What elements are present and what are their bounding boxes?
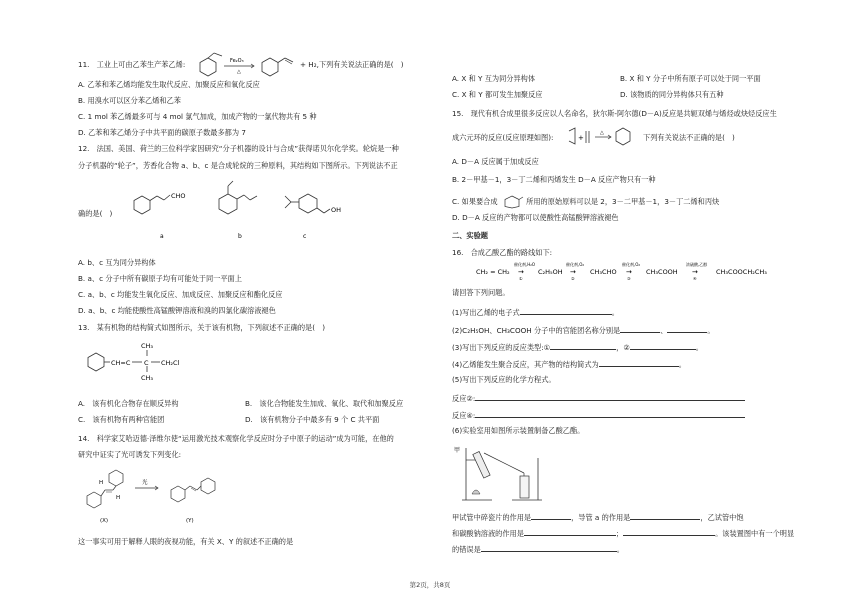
q12-option-c: C. a、b、c 均能发生氧化反应、加成反应、加聚反应和酯化反应: [78, 290, 283, 299]
q16-sub2-text: (2)C₂H₅OH、CH₃COOH 分子中的官能团名称分别是: [452, 326, 621, 335]
route-c4: 浓硫酸,乙醇: [686, 262, 708, 267]
q16-sub3: [452, 341, 703, 353]
answer-blank-4[interactable]: [599, 358, 679, 367]
route-n4: ④: [693, 276, 697, 281]
label-y: (Y): [186, 518, 194, 524]
q15-option-a: A. D－A 反应属于加成反应: [452, 157, 539, 166]
page-footer: 第2页，共8页: [409, 581, 451, 589]
answer-blank-6a[interactable]: [531, 511, 571, 520]
label-b: b: [238, 233, 242, 240]
q14-option-c: C. X 和 Y 都可发生加聚反应: [452, 90, 543, 99]
answer-blank-1[interactable]: [520, 306, 612, 315]
styrene-structure: [262, 58, 293, 76]
ch3-bottom: CH₃: [141, 374, 154, 382]
q6-line1-a: 甲试管中碎瓷片的作用是: [452, 513, 532, 522]
q11-option-d: D. 乙苯和苯乙烯分子中共平面的碳原子数最多都为 7: [78, 128, 246, 137]
isomer-y-structure: [171, 478, 215, 524]
q11-option-a: A. 乙苯和苯乙烯均能发生取代反应、加聚反应和氧化反应: [78, 80, 260, 89]
q15-option-c-b: 所用的原始原料可以是 2，3－二甲基－1，3－丁二烯和丙炔: [526, 197, 720, 206]
q16-sub2: [452, 324, 715, 336]
q15-heat: △: [600, 130, 604, 136]
q6-line2-c: 。该装置图中有一个明显: [715, 529, 795, 538]
q16-prompt: 请回答下列问题。: [452, 288, 510, 297]
q15-line2b: 下列有关说法不正确的是( ): [643, 133, 735, 142]
route-s5: CH₃COOCH₂CH₃: [716, 268, 767, 276]
q16-sub1-text: (1)写出乙烯的电子式: [452, 308, 520, 317]
test-tube-jia: [473, 452, 490, 479]
answer-blank-3b[interactable]: [630, 341, 696, 350]
burner-flame: [472, 490, 480, 494]
label-c: c: [303, 233, 307, 240]
q15-target-structure: [500, 195, 524, 209]
label-a: a: [160, 233, 164, 240]
ch-eq-c-group: CH=C: [111, 359, 131, 367]
q13-option-a: A. 该有机化合物存在顺反异构: [78, 399, 179, 408]
q14-option-b: B. X 和 Y 分子中所有原子可以处于同一平面: [620, 74, 761, 83]
route-s2: C₂H₅OH: [538, 268, 563, 276]
q12-structures: [120, 176, 380, 246]
route-n2: ②: [571, 276, 575, 281]
q12-option-b: B. a、c 分子中所有碳原子均有可能处于同一平面上: [78, 274, 242, 283]
q12-line3: 确的是( ): [78, 209, 113, 218]
q13-option-d: D. 该有机物分子中最多有 9 个 C 共平面: [245, 415, 380, 424]
route-arrow4: →: [692, 268, 698, 276]
quaternary-c: C: [144, 359, 149, 367]
answer-blank-6d[interactable]: [623, 527, 715, 536]
q16-stem: 16. 合成乙酸乙酯的路线如下:: [452, 248, 553, 257]
route-c1: 催化剂,H₂O: [514, 262, 536, 267]
q15-option-b: B. 2－甲基－1，3－丁二烯和丙烯发生 D－A 反应产物只有一种: [452, 175, 656, 184]
route-n3: ③: [627, 276, 631, 281]
answer-blank-3a[interactable]: [550, 341, 616, 350]
q16-sub4-text: (4)乙烯能发生聚合反应，其产物的结构简式为: [452, 360, 599, 369]
q14-line3: 这一事实可用于解释人眼的夜视功能，有关 X、Y 的叙述不正确的是: [78, 537, 294, 546]
q16-sub2-end: 。: [707, 326, 715, 335]
q16-sub1: [452, 306, 619, 318]
q15-option-c-a: C. 如果要合成: [452, 197, 498, 206]
compound-b-structure: [219, 181, 257, 240]
ch3-top: CH₃: [141, 342, 154, 350]
q15-line2a: 成六元环的反应(反应原理如图):: [452, 133, 554, 142]
q11-option-b: B. 用溴水可以区分苯乙烯和乙苯: [78, 96, 181, 105]
q11-stem-a: 11. 工业上可由乙苯生产苯乙烯:: [78, 60, 186, 69]
q6-line1-b: ，导管 a 的作用是: [571, 513, 631, 522]
q16-reaction2: [452, 392, 745, 404]
ethylbenzene-structure: [200, 53, 222, 76]
q6-line3-end: 。: [616, 545, 624, 554]
answer-blank-6b[interactable]: [630, 511, 700, 520]
q12-line2: 分子机器的“轮子”，芳香化合物 a、b、c 是合成轮烷的三种原料，其结构如下图所示。下列说法不正: [78, 161, 398, 170]
q12-option-d: D. a、b、c 均能使酸性高锰酸钾溶液和溴的四氯化碳溶液褪色: [78, 306, 276, 315]
q16-sub4: [452, 358, 686, 370]
q11-stem: [78, 60, 185, 70]
answer-blank-2b[interactable]: [667, 324, 707, 333]
q15-line1: 15. 现代有机合成里很多反应以人名命名，狄尔斯-阿尔德(D－A)反应是共轭双烯与烯烃或炔烃反应生: [452, 109, 777, 118]
q14-line1: 14. 科学家艾哈迈德·泽维尔使“运用激光技术观察化学反应时分子中原子的运动”成为可能，在他的: [78, 434, 394, 443]
label-x: (X): [100, 518, 109, 524]
q15-da-reaction: [565, 125, 635, 149]
plus-sign: +: [578, 134, 584, 142]
q16-q6-line2: [452, 527, 794, 539]
q11-catalyst: Fe₂O₃: [230, 58, 244, 64]
route-n1: ①: [519, 276, 523, 281]
route-arrow2: →: [570, 268, 576, 276]
answer-blank-r4[interactable]: [475, 409, 745, 418]
atom-h-x: H: [99, 480, 104, 486]
compound-a-structure: [134, 192, 186, 240]
light-label: 光: [142, 480, 148, 486]
q16-q6-line3: [452, 543, 624, 555]
answer-blank-r2[interactable]: [475, 392, 745, 401]
cho-group: CHO: [171, 192, 186, 200]
q16-reaction2-label: 反应②:: [452, 394, 476, 403]
q13-structure: [80, 338, 280, 386]
q13-option-c: C. 该有机物有两种官能团: [78, 415, 165, 424]
q16-sub3-text: (3)写出下列反应的反应类型:①: [452, 343, 551, 352]
answer-blank-6e[interactable]: [481, 543, 617, 552]
route-s4: CH₃COOH: [646, 268, 678, 276]
section-heading: 二、实验题: [452, 231, 488, 240]
q11-heat: △: [237, 69, 241, 75]
q14-line2: 研究中证实了光可诱发下列变化:: [78, 450, 182, 459]
q14-option-a: A. X 和 Y 互为同分异构体: [452, 74, 536, 83]
isomer-x-structure: [87, 470, 123, 524]
q16-sub3-mid: ，②: [616, 343, 630, 352]
q12-line1: 12. 法国、美国、荷兰的三位科学家因研究“分子机器的设计与合成”获得诺贝尔化学奖。轮烷是一种: [78, 144, 399, 153]
q11-option-c: C. 1 mol 苯乙烯最多可与 4 mol 氯气加成，加成产物的一氯代物共有 5 种: [78, 112, 317, 121]
q15-option-c: [452, 195, 719, 209]
q16-sub3-end: 。: [695, 343, 703, 352]
ch2cl-group: CH₂Cl: [161, 359, 180, 367]
atom-h-x2: H: [116, 495, 121, 501]
q14-option-d: D. 该物质的同分异构体只有五种: [620, 90, 724, 99]
q12-option-a: A. b、c 互为同分异构体: [78, 258, 156, 267]
q16-sub4-end: 。: [678, 360, 686, 369]
compound-c-structure: [285, 194, 341, 240]
q16-q6-line1: [452, 511, 744, 523]
q15-option-d: D. D－A 反应的产物都可以使酸性高锰酸钾溶液褪色: [452, 213, 619, 222]
apparatus-label-jia: 甲: [454, 447, 461, 454]
test-tube-yi: [520, 476, 529, 498]
q14-isomerization-scheme: [80, 462, 230, 528]
route-s3: CH₃CHO: [590, 268, 617, 276]
q6-line2-b: ；: [615, 529, 624, 538]
conduit-a: [484, 453, 524, 473]
answer-blank-2a[interactable]: [620, 324, 660, 333]
q13-stem: 13. 某有机物的结构简式如图所示，关于该有机物，下列叙述不正确的是( ): [78, 323, 326, 332]
route-arrow1: →: [518, 268, 524, 276]
q16-sub5: (5)写出下列反应的化学方程式。: [452, 375, 556, 384]
q11-stem-b: + H₂,下列有关说法正确的是( ): [300, 60, 404, 69]
q6-line2-a: 和碳酸钠溶液的作用是: [452, 529, 524, 538]
q16-sub6: (6)实验室用如图所示装置制备乙酸乙酯。: [452, 426, 585, 435]
answer-blank-6c[interactable]: [524, 527, 616, 536]
q6-line1-c: ，乙试管中饱: [700, 513, 744, 522]
q16-reaction4-label: 反应④:: [452, 411, 476, 420]
q16-synthesis-route: [476, 258, 806, 282]
route-c3: 催化剂,O₂: [622, 262, 641, 267]
q6-line3-a: 的错误是: [452, 545, 481, 554]
q16-reaction4: [452, 409, 745, 421]
oh-group: OH: [331, 206, 342, 214]
q16-sub1-end: 。: [611, 308, 619, 317]
route-arrow3: →: [626, 268, 632, 276]
q16-sub2-sep: 、: [660, 326, 668, 335]
esterification-apparatus: [452, 438, 562, 504]
route-c2: 催化剂,O₂: [566, 262, 585, 267]
route-s1: CH₂ = CH₂: [476, 268, 510, 276]
q13-option-b: B. 该化合物能发生加成、氧化、取代和加聚反应: [245, 399, 404, 408]
